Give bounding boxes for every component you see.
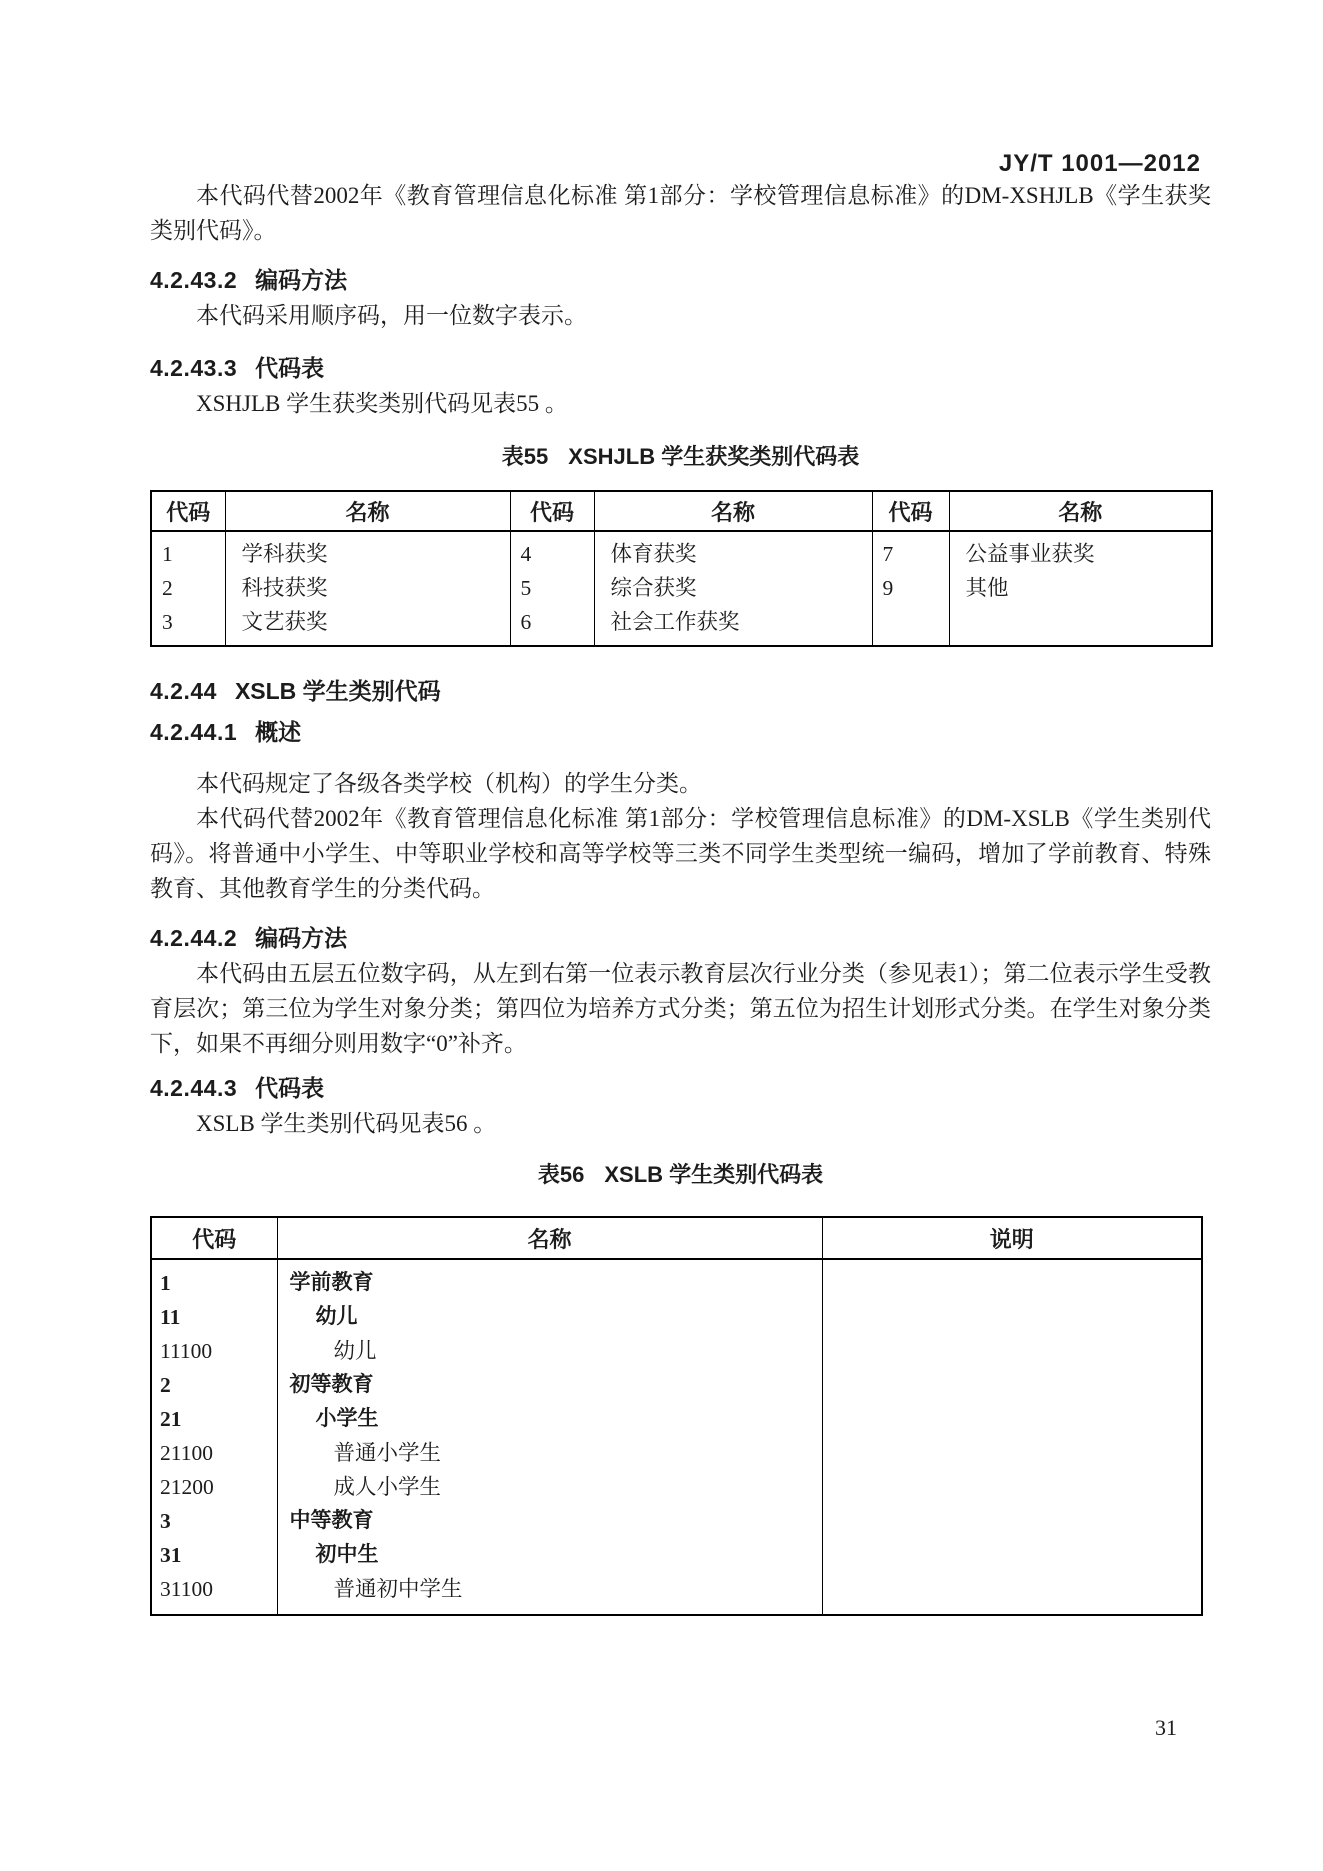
name-cell: 初中生: [277, 1538, 822, 1572]
heading-number: 4.2.44.3: [150, 1075, 238, 1101]
code-cell: 11: [151, 1300, 277, 1334]
table-row: [151, 1470, 1202, 1504]
heading-number: 4.2.44.2: [150, 925, 238, 951]
table55-caption: [150, 439, 1211, 474]
code-cell: 3: [151, 605, 225, 646]
code-cell: 3: [151, 1504, 277, 1538]
desc-cell: [822, 1334, 1202, 1368]
desc-cell: [822, 1436, 1202, 1470]
table56-caption: [150, 1157, 1211, 1192]
paragraph-scope: 本代码规定了各级各类学校（机构）的学生分类。: [196, 771, 702, 796]
paragraph-see-table56: XSLB 学生类别代码见表56 。: [196, 1111, 497, 1136]
desc-cell: [822, 1259, 1202, 1300]
name-cell: 综合获奖: [594, 571, 872, 605]
heading-number: 4.2.44: [150, 678, 217, 704]
code-cell: 21: [151, 1402, 277, 1436]
name-cell: 普通初中学生: [277, 1572, 822, 1615]
heading-4-2-44-1: [150, 715, 1211, 750]
table-row: [151, 1572, 1202, 1615]
table-row: [151, 531, 1212, 571]
table-row: [151, 1538, 1202, 1572]
table55-col-header: 代码: [510, 491, 594, 531]
table55-col-header: 代码: [872, 491, 949, 531]
name-cell: 公益事业获奖: [965, 542, 1095, 566]
paragraph-see-table55: XSHJLB 学生获奖类别代码见表55 。: [196, 391, 568, 416]
code-cell: 31: [151, 1538, 277, 1572]
page-number: 31: [1155, 1715, 1177, 1740]
heading-4-2-43-2: [150, 263, 1211, 298]
heading-title: 编码方法: [255, 925, 348, 951]
desc-cell: [822, 1504, 1202, 1538]
code-cell: 4: [510, 531, 594, 571]
heading-4-2-44-2: [150, 921, 1211, 956]
table-row: [151, 571, 1212, 605]
heading-title: XSLB 学生类别代码: [234, 678, 441, 704]
table55-award-category-codes: [150, 490, 1213, 647]
table-row: [151, 1436, 1202, 1470]
code-cell: 7: [872, 531, 949, 571]
desc-cell: [822, 1300, 1202, 1334]
code-cell: 11100: [151, 1334, 277, 1368]
overview-paragraphs: [150, 766, 1211, 906]
name-cell: 成人小学生: [277, 1470, 822, 1504]
table56-col-header: 说明: [822, 1217, 1202, 1259]
heading-title: 概述: [255, 719, 302, 745]
desc-cell: [822, 1538, 1202, 1572]
document-number: JY/T 1001—2012: [998, 150, 1201, 177]
code-cell: 21200: [151, 1470, 277, 1504]
table55-caption-number: 表55: [501, 444, 549, 469]
paragraph-coding-method-43: 本代码采用顺序码，用一位数字表示。: [196, 303, 587, 328]
name-cell: 文艺获奖: [225, 605, 510, 646]
name-cell: 幼儿: [277, 1334, 822, 1368]
table-row: [151, 605, 1212, 646]
table-row: [151, 1368, 1202, 1402]
heading-number: 4.2.43.3: [150, 355, 238, 381]
code-cell: [872, 605, 949, 646]
name-cell: 其他: [965, 576, 1009, 600]
desc-cell: [822, 1470, 1202, 1504]
name-cell: 社会工作获奖: [594, 605, 872, 646]
table56-caption-title: XSLB 学生类别代码表: [604, 1162, 824, 1187]
page-content: [150, 150, 1211, 1616]
heading-4-2-44: [150, 674, 1211, 709]
table-row: [151, 1402, 1202, 1436]
heading-4-2-44-3: [150, 1071, 1211, 1106]
code-cell: 1: [151, 1259, 277, 1300]
heading-title: 编码方法: [255, 267, 348, 293]
code-cell: 21100: [151, 1436, 277, 1470]
table56-caption-number: 表56: [537, 1162, 585, 1187]
name-cell: 体育获奖: [594, 531, 872, 571]
table55-col-header: 名称: [949, 491, 1212, 531]
heading-4-2-43-3: [150, 351, 1211, 386]
name-cell: 中等教育: [277, 1504, 822, 1538]
desc-cell: [822, 1402, 1202, 1436]
name-cell: 科技获奖: [225, 571, 510, 605]
heading-number: 4.2.43.2: [150, 267, 238, 293]
table55-caption-title: XSHJLB 学生获奖类别代码表: [568, 444, 860, 469]
heading-number: 4.2.44.1: [150, 719, 238, 745]
code-cell: 5: [510, 571, 594, 605]
table-row: [151, 1300, 1202, 1334]
table-row: [151, 1259, 1202, 1300]
code-cell: 2: [151, 571, 225, 605]
code-cell: 6: [510, 605, 594, 646]
paragraph-replaces-xslb: 本代码代替2002年《教育管理信息化标准 第1部分：学校管理信息标准》的DM-XSLB《学生类别代码》。将普通中小学生、中等职业学校和高等学校等三类不同学生类型统一编码，增加了学前教育、特殊教育、其他教育学生的分类代码。: [150, 806, 1211, 901]
name-cell: 小学生: [277, 1402, 822, 1436]
name-cell: 初等教育: [277, 1368, 822, 1402]
code-cell: 2: [151, 1368, 277, 1402]
heading-title: 代码表: [255, 1075, 325, 1101]
heading-title: 代码表: [255, 355, 325, 381]
paragraph-replaces-xshjlb: 本代码代替2002年《教育管理信息化标准 第1部分：学校管理信息标准》的DM-XSHJLB《学生获奖类别代码》。: [150, 183, 1211, 243]
table55-col-header: 名称: [225, 491, 510, 531]
table56-student-category-codes: [150, 1216, 1203, 1616]
name-cell: 学前教育: [277, 1259, 822, 1300]
name-cell: 幼儿: [277, 1300, 822, 1334]
table55-col-header: 代码: [151, 491, 225, 531]
name-cell: [949, 605, 1212, 646]
table56-col-header: 代码: [151, 1217, 277, 1259]
name-cell: 学科获奖: [225, 531, 510, 571]
name-cell: 普通小学生: [277, 1436, 822, 1470]
table55-header-row: [151, 491, 1212, 531]
code-cell: 9: [872, 571, 949, 605]
table56-header-row: [151, 1217, 1202, 1259]
paragraph-coding-method-44: 本代码由五层五位数字码，从左到右第一位表示教育层次行业分类（参见表1）；第二位表示学生受教育层次；第三位为学生对象分类；第四位为培养方式分类；第五位为招生计划形式分类。在学生对象分类下，如果不再细分则用数字“0”补齐。: [150, 961, 1211, 1056]
code-cell: 1: [151, 531, 225, 571]
table-row: [151, 1504, 1202, 1538]
code-cell: 31100: [151, 1572, 277, 1615]
desc-cell: [822, 1368, 1202, 1402]
table-row: [151, 1334, 1202, 1368]
table55-col-header: 名称: [594, 491, 872, 531]
table56-col-header: 名称: [277, 1217, 822, 1259]
desc-cell: [822, 1572, 1202, 1615]
